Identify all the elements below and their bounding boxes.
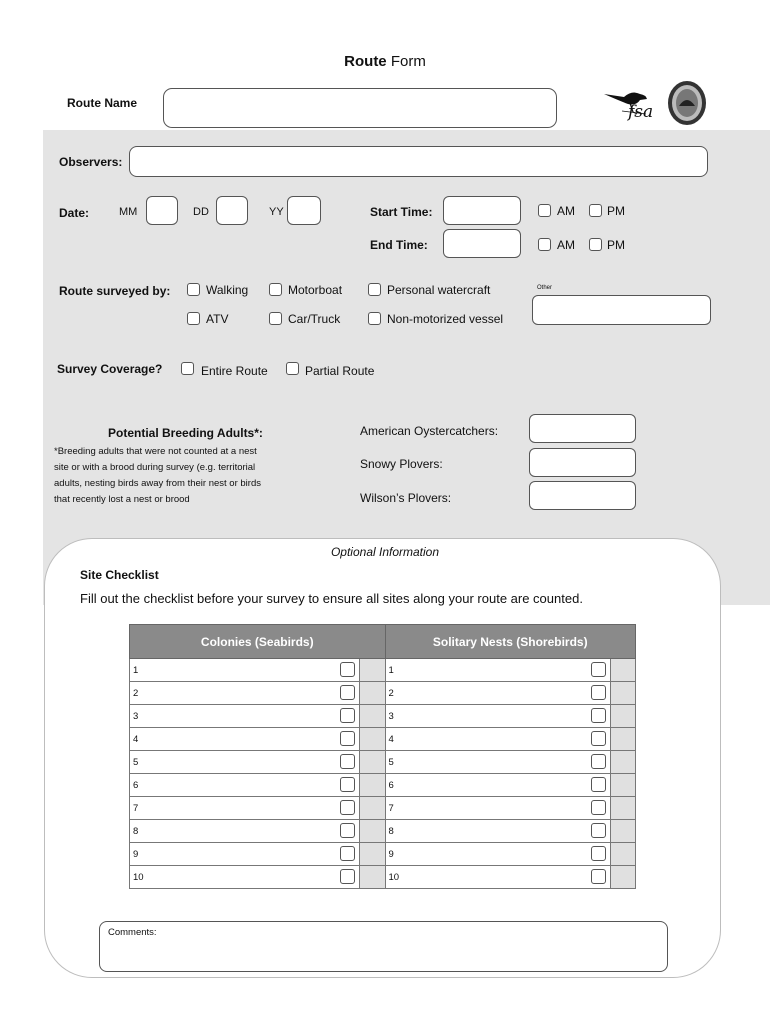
colony-checkbox[interactable]: [340, 846, 355, 861]
walking-label: Walking: [206, 283, 249, 297]
end-time-label: End Time:: [370, 238, 428, 252]
nest-count-cell[interactable]: [610, 820, 635, 843]
row-number: 6: [388, 779, 394, 791]
year-label: YY: [269, 206, 284, 218]
comments-label: Comments:: [108, 927, 157, 938]
colony-cell: [130, 682, 360, 705]
nest-cell: [385, 705, 610, 728]
colony-count-cell[interactable]: [360, 751, 385, 774]
table-row: [130, 682, 636, 705]
colony-cell: [130, 843, 360, 866]
route-surveyed-label: Route surveyed by:: [59, 284, 171, 298]
personal-watercraft-label: Personal watercraft: [387, 283, 491, 297]
nest-checkbox[interactable]: [591, 846, 606, 861]
row-number: 6: [133, 779, 139, 791]
colonies-header: Colonies (Seabirds): [130, 625, 386, 659]
row-number: 7: [388, 802, 394, 814]
table-row: [130, 705, 636, 728]
colony-checkbox[interactable]: [340, 800, 355, 815]
colony-count-cell[interactable]: [360, 820, 385, 843]
colony-cell: [130, 705, 360, 728]
comments-input[interactable]: [99, 921, 668, 972]
form-title: [0, 53, 770, 70]
colony-checkbox[interactable]: [340, 685, 355, 700]
breeding-note-line: *Breeding adults that were not counted at a nest: [54, 446, 257, 457]
other-label: Other: [537, 285, 553, 291]
nest-cell: [385, 659, 610, 682]
row-number: 9: [388, 848, 394, 860]
start-am-label: AM: [557, 204, 575, 218]
breeding-note-line: site or with a brood during survey (e.g. territorial: [54, 462, 256, 473]
start-pm-checkbox[interactable]: [589, 204, 602, 217]
row-number: 10: [388, 871, 400, 883]
motorboat-label: Motorboat: [288, 283, 343, 297]
colony-count-cell[interactable]: [360, 682, 385, 705]
nest-count-cell[interactable]: [610, 705, 635, 728]
nest-count-cell[interactable]: [610, 774, 635, 797]
solitary-nests-header: Solitary Nests (Shorebirds): [385, 625, 636, 659]
atv-label: ATV: [206, 312, 229, 326]
row-number: 9: [133, 848, 139, 860]
colony-checkbox[interactable]: [340, 731, 355, 746]
row-number: 3: [133, 710, 139, 722]
row-number: 5: [133, 756, 139, 768]
nest-cell: [385, 751, 610, 774]
colony-cell: [130, 659, 360, 682]
row-number: 8: [133, 825, 139, 837]
colony-checkbox[interactable]: [340, 777, 355, 792]
nest-checkbox[interactable]: [591, 685, 606, 700]
colony-count-cell[interactable]: [360, 728, 385, 751]
colony-checkbox[interactable]: [340, 869, 355, 884]
day-label: DD: [193, 206, 209, 218]
month-input[interactable]: [146, 196, 178, 225]
snowy-plovers-input[interactable]: [529, 448, 636, 477]
car-truck-checkbox[interactable]: [269, 312, 282, 325]
colony-checkbox[interactable]: [340, 823, 355, 838]
personal-watercraft-checkbox[interactable]: [368, 283, 381, 296]
wilsons-plovers-input[interactable]: [529, 481, 636, 510]
nest-cell: [385, 728, 610, 751]
start-time-input[interactable]: [443, 196, 521, 225]
table-row: [130, 659, 636, 682]
atv-checkbox[interactable]: [187, 312, 200, 325]
nest-count-cell[interactable]: [610, 843, 635, 866]
colony-cell: [130, 866, 360, 889]
colony-cell: [130, 751, 360, 774]
entire-route-checkbox[interactable]: [181, 362, 194, 375]
colony-cell: [130, 820, 360, 843]
species-american-oystercatchers: American Oystercatchers:: [360, 424, 499, 438]
non-motorized-checkbox[interactable]: [368, 312, 381, 325]
form-title-bold: Route: [344, 53, 387, 70]
year-input[interactable]: [287, 196, 321, 225]
row-number: 7: [133, 802, 139, 814]
start-time-label: Start Time:: [370, 205, 433, 219]
nest-cell: [385, 774, 610, 797]
partial-route-checkbox[interactable]: [286, 362, 299, 375]
nest-checkbox[interactable]: [591, 777, 606, 792]
row-number: 1: [388, 664, 394, 676]
end-am-label: AM: [557, 238, 575, 252]
colony-count-cell[interactable]: [360, 797, 385, 820]
breeding-title: Potential Breeding Adults*:: [108, 426, 263, 440]
nest-checkbox[interactable]: [591, 823, 606, 838]
route-name-label: Route Name: [67, 96, 138, 110]
table-row: [130, 820, 636, 843]
logo-text: fsa: [628, 102, 654, 122]
table-row: [130, 774, 636, 797]
date-label: Date:: [59, 206, 90, 220]
nest-checkbox[interactable]: [591, 869, 606, 884]
nest-checkbox[interactable]: [591, 708, 606, 723]
colony-cell: [130, 797, 360, 820]
breeding-note: [54, 444, 354, 508]
row-number: 2: [388, 687, 394, 699]
row-number: 5: [388, 756, 394, 768]
colony-count-cell[interactable]: [360, 843, 385, 866]
nest-checkbox[interactable]: [591, 662, 606, 677]
end-pm-label: PM: [607, 238, 625, 252]
site-checklist-title: Site Checklist: [80, 568, 159, 582]
walking-checkbox[interactable]: [187, 283, 200, 296]
colony-cell: [130, 728, 360, 751]
checklist-instruction: Fill out the checklist before your survey to ensure all sites along your route are counted.: [80, 591, 583, 606]
colony-checkbox[interactable]: [340, 708, 355, 723]
car-truck-label: Car/Truck: [288, 312, 341, 326]
species-snowy-plovers: Snowy Plovers:: [360, 457, 443, 471]
other-input[interactable]: [532, 295, 711, 325]
observers-input[interactable]: [129, 146, 708, 177]
colony-count-cell[interactable]: [360, 659, 385, 682]
nest-count-cell[interactable]: [610, 659, 635, 682]
colony-count-cell[interactable]: [360, 705, 385, 728]
row-number: 2: [133, 687, 139, 699]
row-number: 4: [133, 733, 139, 745]
row-number: 10: [133, 871, 144, 883]
site-checklist-table: [129, 624, 636, 889]
breeding-note-line: adults, nesting birds away from their nest or birds: [54, 478, 261, 489]
entire-route-label: Entire Route: [201, 364, 268, 378]
start-pm-label: PM: [607, 204, 625, 218]
row-number: 1: [133, 664, 139, 676]
colony-count-cell[interactable]: [360, 774, 385, 797]
observers-label: Observers:: [59, 155, 123, 169]
agency-seal: [667, 80, 707, 131]
row-number: 8: [388, 825, 394, 837]
breeding-note-line: that recently lost a nest or brood: [54, 494, 190, 505]
species-wilsons-plovers: Wilson’s Plovers:: [360, 491, 452, 505]
colony-checkbox[interactable]: [340, 754, 355, 769]
nest-cell: [385, 843, 610, 866]
form-title-rest: Form: [386, 53, 426, 70]
end-pm-checkbox[interactable]: [589, 238, 602, 251]
end-am-checkbox[interactable]: [538, 238, 551, 251]
nest-count-cell[interactable]: [610, 751, 635, 774]
month-label: MM: [119, 206, 138, 218]
end-time-input[interactable]: [443, 229, 521, 258]
motorboat-checkbox[interactable]: [269, 283, 282, 296]
nest-checkbox[interactable]: [591, 800, 606, 815]
start-am-checkbox[interactable]: [538, 204, 551, 217]
partial-route-label: Partial Route: [305, 364, 375, 378]
fsa-logo: [600, 78, 662, 124]
nest-checkbox[interactable]: [591, 731, 606, 746]
colony-cell: [130, 774, 360, 797]
nest-cell: [385, 797, 610, 820]
optional-heading: Optional Information: [330, 545, 440, 559]
non-motorized-label: Non-motorized vessel: [387, 312, 504, 326]
nest-count-cell[interactable]: [610, 866, 635, 889]
colony-checkbox[interactable]: [340, 662, 355, 677]
nest-cell: [385, 866, 610, 889]
row-number: 4: [388, 733, 394, 745]
nest-checkbox[interactable]: [591, 754, 606, 769]
table-row: [130, 843, 636, 866]
colony-count-cell[interactable]: [360, 866, 385, 889]
nest-cell: [385, 820, 610, 843]
nest-count-cell[interactable]: [610, 728, 635, 751]
row-number: 3: [388, 710, 394, 722]
american-oystercatchers-input[interactable]: [529, 414, 636, 443]
table-row: [130, 751, 636, 774]
table-row: [130, 866, 636, 889]
day-input[interactable]: [216, 196, 248, 225]
nest-count-cell[interactable]: [610, 797, 635, 820]
route-name-input[interactable]: [163, 88, 557, 128]
coverage-label: Survey Coverage?: [57, 362, 163, 376]
nest-cell: [385, 682, 610, 705]
nest-count-cell[interactable]: [610, 682, 635, 705]
table-row: [130, 728, 636, 751]
seal-icon: [667, 80, 707, 126]
table-row: [130, 797, 636, 820]
